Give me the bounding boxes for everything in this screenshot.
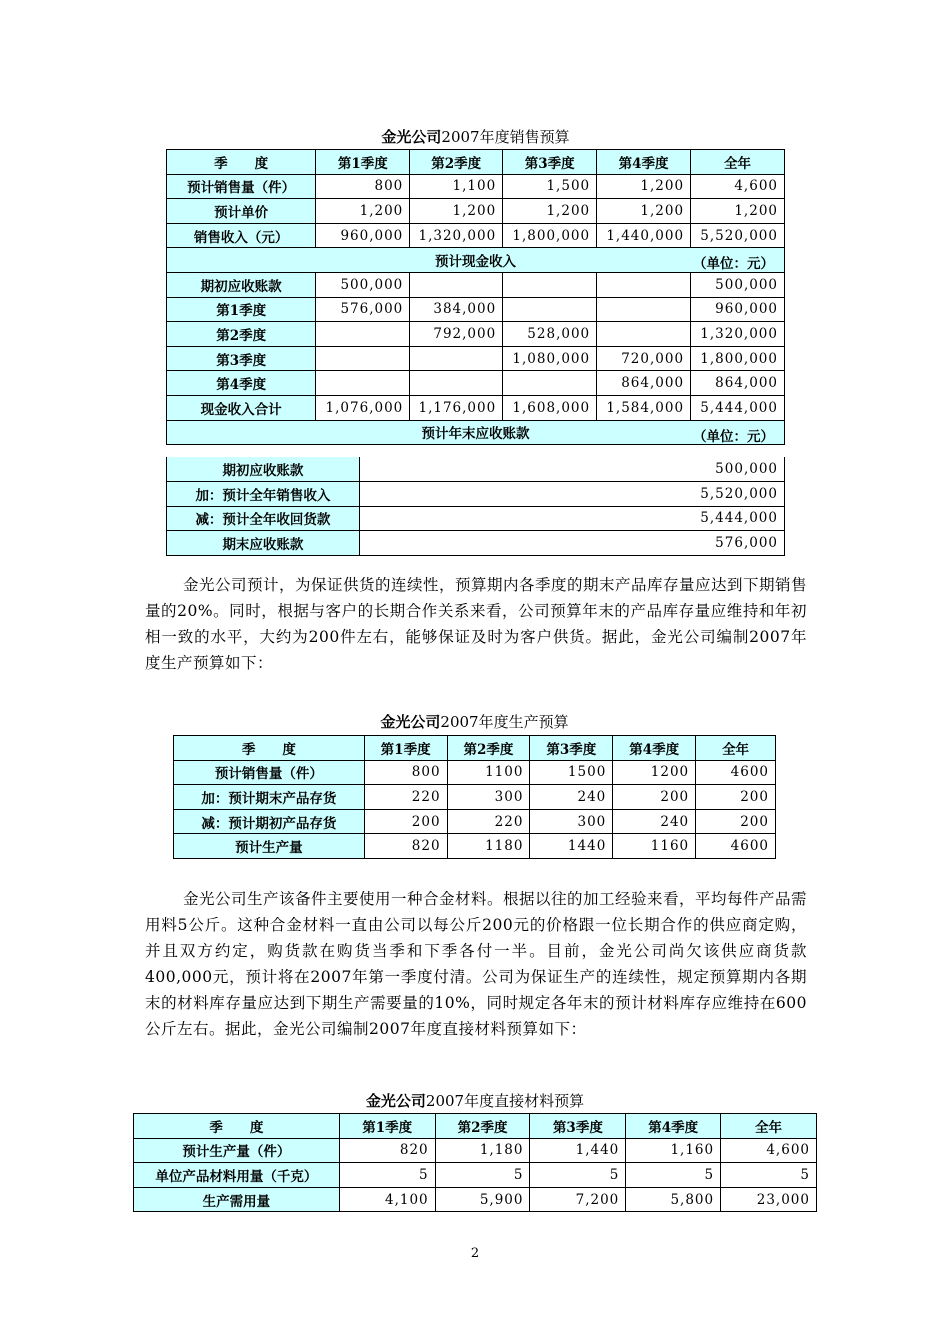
table-cell: 864,000 [691,371,785,396]
table-cell: 1,320,000 [410,223,503,248]
table-cell [503,272,597,297]
table-cell: 960,000 [691,297,785,322]
table-cell: 792,000 [410,322,503,347]
row-label: 第1季度 [167,297,316,322]
table-cell: 200 [364,809,447,834]
table-row [134,1163,817,1188]
table-cell [597,322,691,347]
column-header: 第2季度 [447,736,530,761]
row-label: 销售收入（元） [167,223,316,248]
table-cell: 500,000 [691,272,785,297]
table-cell: 300 [530,809,613,834]
materials-budget-title [133,1090,817,1111]
table-cell: 220 [447,809,530,834]
column-header: 全年 [696,736,776,761]
table-cell: 1440 [530,834,613,859]
table-row [174,809,776,834]
table-cell: 1100 [447,760,530,785]
table-cell: 1,320,000 [691,322,785,347]
table-cell: 5,900 [435,1187,530,1212]
row-label: 第4季度 [167,371,316,396]
production-budget-title [173,711,776,732]
row-label: 加：预计全年销售收入 [167,482,360,507]
table-cell [410,346,503,371]
table-cell: 800 [316,174,410,199]
table-header-row [174,736,776,761]
table-row [174,834,776,859]
table-cell: 576,000 [316,297,410,322]
table-row [167,395,785,420]
table-cell: 1,200 [316,199,410,224]
table-cell: 4,600 [691,174,785,199]
table-cell: 500,000 [316,272,410,297]
table-row [134,1187,817,1212]
column-header: 第2季度 [435,1114,530,1139]
table-cell: 1,800,000 [691,346,785,371]
column-header: 第3季度 [530,1114,626,1139]
table-row [167,297,785,322]
table-cell: 1,176,000 [410,395,503,420]
table-cell: 960,000 [316,223,410,248]
table-row [167,223,785,248]
table-header-row [167,150,785,175]
table-cell: 1,100 [410,174,503,199]
table-cell [597,272,691,297]
receivables-table [166,457,785,556]
table-cell: 1,200 [597,199,691,224]
table-row [134,1138,817,1163]
row-label: 生产需用量 [134,1187,340,1212]
table-cell: 864,000 [597,371,691,396]
table-cell: 1,800,000 [503,223,597,248]
row-label: 减：预计期初产品存货 [174,809,365,834]
row-label: 预计生产量（件） [134,1138,340,1163]
table-cell: 1,080,000 [503,346,597,371]
table-cell: 7,200 [530,1187,626,1212]
table-row [167,199,785,224]
table-cell: 1,180 [435,1138,530,1163]
table-header-row [134,1114,817,1139]
table-cell: 4600 [696,760,776,785]
cash-receipts-band [167,248,785,273]
table-cell [503,297,597,322]
column-header: 第4季度 [626,1114,721,1139]
body-paragraph: 金光公司生产该备件主要使用一种合金材料。根据以往的加工经验来看，平均每件产品需用料5公斤。这种合金材料一直由公司以每公斤200元的价格跟一位长期合作的供应商定购，并且双方约定，购货款在购货当季和下季各付一半。目前，金光公司尚欠该供应商货款400,000元，预计将在2007年第一季度付清。公司为保证生产的连续性，规定预算期内各期末的材料库存量应达到下期生产需要量的10%，同时规定各年末的预计材料库存应维持在600公斤左右。据此，金光公司编制2007年度直接材料预算如下： [145,890,808,1038]
row-label: 预计销售量（件） [167,174,316,199]
table-cell [410,371,503,396]
column-header: 季 度 [167,150,316,175]
table-cell: 5 [530,1163,626,1188]
table-cell: 5 [339,1163,435,1188]
table-cell: 200 [696,785,776,810]
production-budget-table [173,735,776,859]
table-cell: 1,608,000 [503,395,597,420]
table-cell: 1,200 [503,199,597,224]
row-label: 期末应收账款 [167,531,360,556]
band-title: 预计年末应收账款 [421,426,530,443]
section-band [167,420,785,445]
table-cell: 500,000 [359,457,784,482]
row-label: 减：预计全年收回货款 [167,506,360,531]
table-cell: 1,200 [410,199,503,224]
column-header: 季 度 [174,736,365,761]
receivables-band [167,420,785,445]
table-row [167,322,785,347]
column-header: 第4季度 [597,150,691,175]
table-cell: 1,076,000 [316,395,410,420]
table-cell [597,297,691,322]
table-row [174,785,776,810]
body-paragraph: 金光公司预计，为保证供货的连续性，预算期内各季度的期末产品库存量应达到下期销售量的20%。同时，根据与客户的长期合作关系来看，公司预算年末的产品库存量应维持和年初相一致的水平，大约为200件左右，能够保证及时为客户供货。据此，金光公司编制2007年度生产预算如下： [145,576,808,672]
column-header: 第1季度 [364,736,447,761]
table-cell: 1,200 [597,174,691,199]
table-cell: 1160 [613,834,696,859]
table-cell: 5,800 [626,1187,721,1212]
table-cell: 5 [626,1163,721,1188]
table-cell [410,272,503,297]
table-row [167,371,785,396]
row-label: 预计销售量（件） [174,760,365,785]
table-cell: 4600 [696,834,776,859]
table-cell: 240 [613,809,696,834]
table-cell: 1,440 [530,1138,626,1163]
table-cell: 5,444,000 [359,506,784,531]
table-cell: 800 [364,760,447,785]
row-label: 期初应收账款 [167,457,360,482]
table-cell: 5,520,000 [691,223,785,248]
table-cell: 576,000 [359,531,784,556]
sales-budget-table [166,149,785,445]
table-row [167,457,785,482]
table-cell: 1,160 [626,1138,721,1163]
table-cell: 720,000 [597,346,691,371]
production-title-rest: 2007年度生产预算 [440,713,569,731]
table-cell [316,346,410,371]
row-label: 单位产品材料用量（千克） [134,1163,340,1188]
row-label: 预计单价 [167,199,316,224]
column-header: 季 度 [134,1114,340,1139]
band-unit: （单位：元） [693,256,774,273]
section-band [167,248,785,273]
page-number: 2 [470,1246,480,1261]
sales-title-rest: 2007年度销售预算 [441,128,570,146]
sales-budget-title [166,126,785,147]
materials-budget-table [133,1113,817,1212]
row-label: 期初应收账款 [167,272,316,297]
table-cell: 1180 [447,834,530,859]
table-cell: 820 [339,1138,435,1163]
column-header: 第3季度 [530,736,613,761]
row-label: 预计生产量 [174,834,365,859]
table-cell: 220 [364,785,447,810]
table-cell: 1500 [530,760,613,785]
band-title: 预计现金收入 [435,254,516,271]
table-cell: 528,000 [503,322,597,347]
table-row [167,506,785,531]
table-cell: 5,520,000 [359,482,784,507]
table-row [167,346,785,371]
table-cell: 4,600 [721,1138,817,1163]
band-unit: （单位：元） [693,428,774,445]
sales-title-company: 金光公司 [381,128,442,146]
table-cell [316,322,410,347]
row-label: 加：预计期末产品存货 [174,785,365,810]
table-cell: 1200 [613,760,696,785]
row-label: 第2季度 [167,322,316,347]
table-cell: 240 [530,785,613,810]
production-title-company: 金光公司 [380,713,441,731]
table-cell: 384,000 [410,297,503,322]
table-cell: 1,500 [503,174,597,199]
column-header: 全年 [721,1114,817,1139]
table-cell: 200 [613,785,696,810]
table-cell: 1,440,000 [597,223,691,248]
table-cell: 1,200 [691,199,785,224]
column-header: 第4季度 [613,736,696,761]
table-cell: 300 [447,785,530,810]
table-row [174,760,776,785]
table-cell: 200 [696,809,776,834]
materials-title-rest: 2007年度直接材料预算 [425,1092,585,1110]
row-label: 第3季度 [167,346,316,371]
row-label: 现金收入合计 [167,395,316,420]
materials-title-company: 金光公司 [365,1092,426,1110]
table-row [167,482,785,507]
table-cell: 23,000 [721,1187,817,1212]
table-cell [316,371,410,396]
table-row [167,174,785,199]
table-cell: 5 [721,1163,817,1188]
table-row [167,272,785,297]
column-header: 第1季度 [339,1114,435,1139]
table-cell: 1,584,000 [597,395,691,420]
column-header: 第3季度 [503,150,597,175]
table-cell: 820 [364,834,447,859]
column-header: 全年 [691,150,785,175]
table-cell: 5,444,000 [691,395,785,420]
table-cell: 5 [435,1163,530,1188]
column-header: 第2季度 [410,150,503,175]
column-header: 第1季度 [316,150,410,175]
table-cell: 4,100 [339,1187,435,1212]
table-row [167,531,785,556]
table-cell [503,371,597,396]
